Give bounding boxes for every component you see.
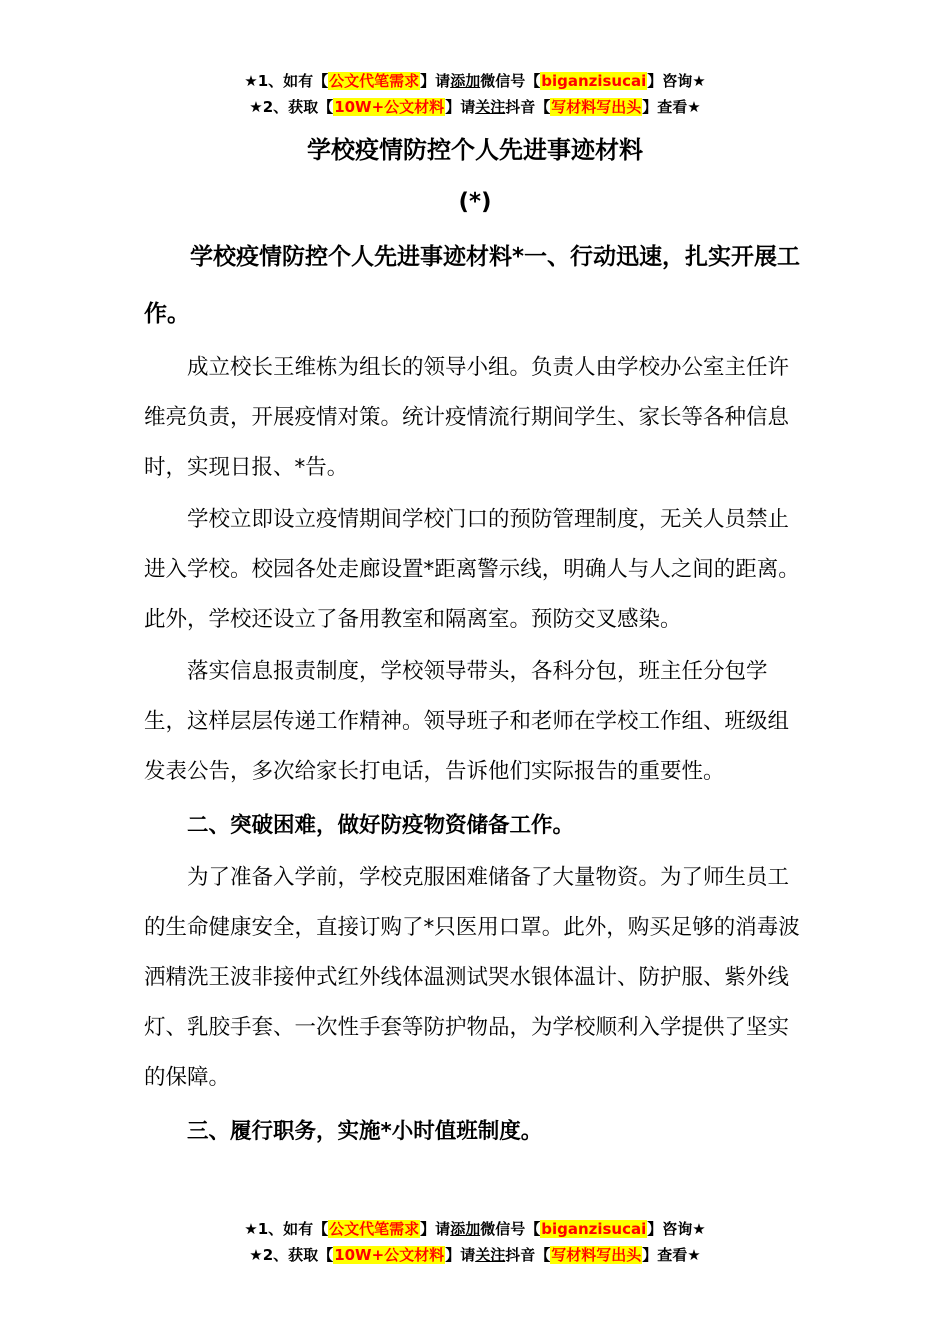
footer-banner xyxy=(0,1216,950,1268)
banner-line-2: ★2、获取【10W+公文材料】请关注抖音【写材料写出头】查看★ xyxy=(249,98,701,116)
banner-highlight-wechat: biganzisucai xyxy=(541,1220,647,1238)
paragraph: 学校立即设立疫情期间学校门口的预防管理制度，无关人员禁止进入学校。校园各处走廊设置*距离警示线，明确人与人之间的距离。此外，学校还设立了备用教室和隔离室。预防交叉感染。 xyxy=(144,507,800,632)
banner-highlight-materials: 10W+公文材料 xyxy=(334,98,445,116)
banner-highlight-service: 公文代笔需求 xyxy=(329,72,420,90)
header-banner xyxy=(0,68,950,120)
section-heading-3: 三、履行职务，实施*小时值班制度。 xyxy=(187,1119,543,1144)
banner-line-2: ★2、获取【10W+公文材料】请关注抖音【写材料写出头】查看★ xyxy=(249,1246,701,1264)
banner-highlight-douyin: 写材料写出头 xyxy=(551,98,642,116)
document-title: 学校疫情防控个人先进事迹材料 xyxy=(307,136,643,164)
banner-highlight-douyin: 写材料写出头 xyxy=(551,1246,642,1264)
banner-highlight-materials: 10W+公文材料 xyxy=(334,1246,445,1264)
banner-highlight-service: 公文代笔需求 xyxy=(329,1220,420,1238)
banner-line-1: ★1、如有【公文代笔需求】请添加微信号【biganzisucai】咨询★ xyxy=(244,72,706,90)
paragraph: 为了准备入学前，学校克服困难储备了大量物资。为了师生员工的生命健康安全，直接订购了*只医用口罩。此外，购买足够的消毒波洒精洗王波非接仲式红外线体温测试哭水银体温计、防护服、紫外线灯、乳胶手套、一次性手套等防护物品，为学校顺利入学提供了坚实的保障。 xyxy=(144,865,800,1090)
banner-highlight-wechat: biganzisucai xyxy=(541,72,647,90)
document-body xyxy=(144,229,809,1159)
banner-line-1: ★1、如有【公文代笔需求】请添加微信号【biganzisucai】咨询★ xyxy=(244,1220,706,1238)
section-heading-1: 学校疫情防控个人先进事迹材料*一、行动迅速，扎实开展工作。 xyxy=(144,244,801,327)
section-heading-2: 二、突破困难，做好防疫物资储备工作。 xyxy=(187,813,575,838)
document-subtitle: (*) xyxy=(458,189,492,215)
paragraph: 成立校长王维栋为组长的领导小组。负责人由学校办公室主任许维亮负责，开展疫情对策。统计疫情流行期间学生、家长等各种信息时，实现日报、*告。 xyxy=(144,355,790,480)
paragraph: 落实信息报责制度，学校领导带头，各科分包，班主任分包学生，这样层层传递工作精神。领导班子和老师在学校工作组、班级组发表公告，多次给家长打电话，告诉他们实际报告的重要性。 xyxy=(144,659,790,784)
